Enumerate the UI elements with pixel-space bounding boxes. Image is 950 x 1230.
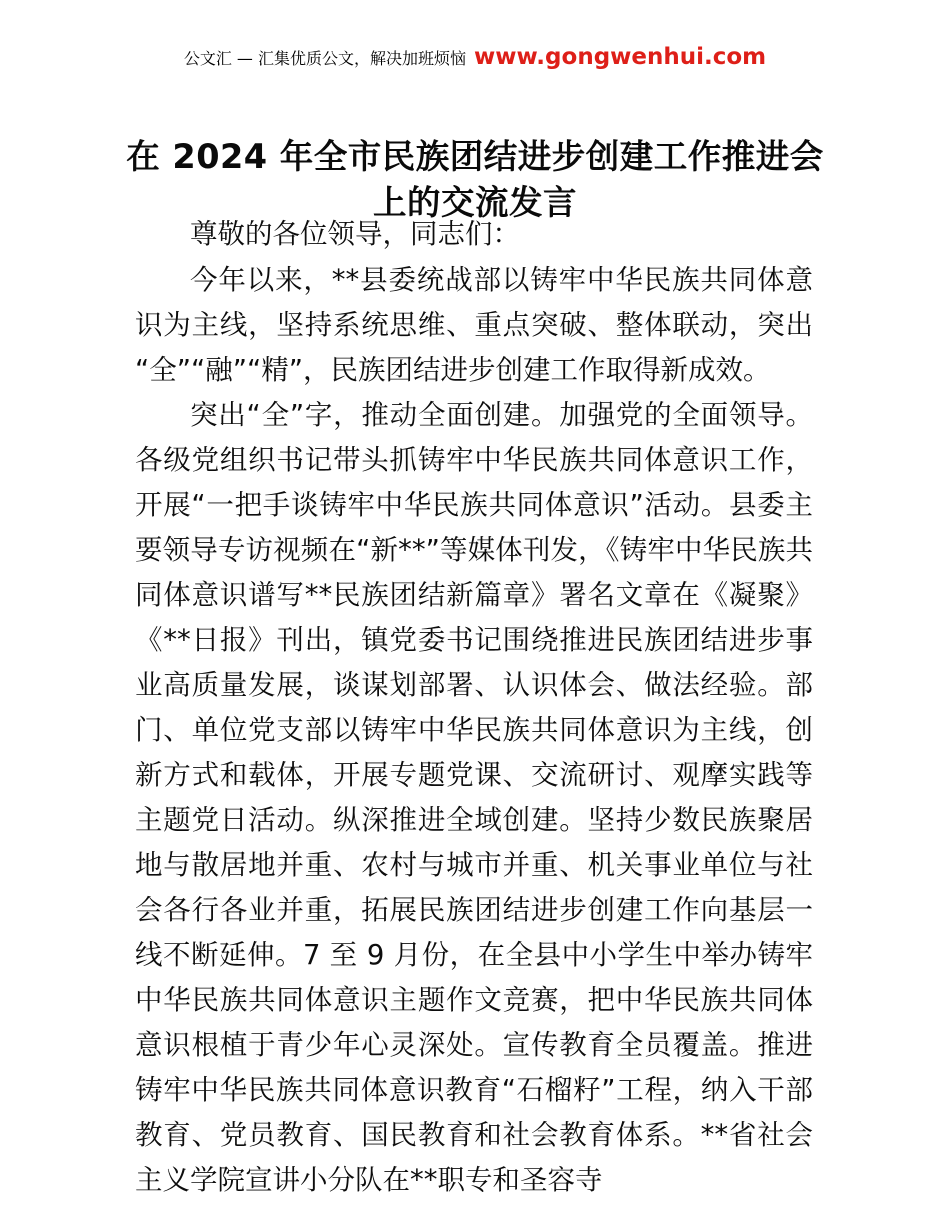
site-tagline: 汇集优质公文，解决加班烦恼 [258,49,467,68]
paragraph-intro: 今年以来，**县委统战部以铸牢中华民族共同体意识为主线，坚持系统思维、重点突破、整体联动，突出“全”“融”“精”，民族团结进步创建工作取得新成效。 [135,264,813,386]
site-brand: 公文汇 [183,49,232,68]
document-body [135,212,813,1203]
site-watermark-header [0,46,950,69]
paragraph-salutation: 尊敬的各位领导，同志们： [190,218,520,250]
paragraph-section-quan: 突出“全”字，推动全面创建。加强党的全面领导。各级党组织书记带头抓铸牢中华民族共同体意识工作，开展“一把手谈铸牢中华民族共同体意识”活动。县委主要领导专访视频在“新**”等媒体刊发，《铸牢中华民族共同体意识谱写**民族团结新篇章》署名文章在《凝聚》《**日报》刊出，镇党委书记围绕推进民族团结进步事业高质量发展，谈谋划部署、认识体会、做法经验。部门、单位党支部以铸牢中华民族共同体意识为主线，创新方式和载体，开展专题党课、交流研讨、观摩实践等主题党日活动。纵深推进全域创建。坚持少数民族聚居地与散居地并重、农村与城市并重、机关事业单位与社会各行各业并重，拓展民族团结进步创建工作向基层一线不断延伸。7 至 9 月份，在全县中小学生中举办铸牢中华民族共同体意识主题作文竞赛，把中华民族共同体意识根植于青少年心灵深处。宣传教育全员覆盖。推进铸牢中华民族共同体意识教育“石榴籽”工程，纳入干部教育、党员教育、国民教育和社会教育体系。**省社会主义学院宣讲小分队在**职专和圣容寺 [135,399,813,1196]
site-url: www.gongwenhui.com [466,44,767,70]
document-title: 在 2024 年全市民族团结进步创建工作推进会上的交流发言 [126,137,824,223]
site-separator: — [231,49,259,68]
